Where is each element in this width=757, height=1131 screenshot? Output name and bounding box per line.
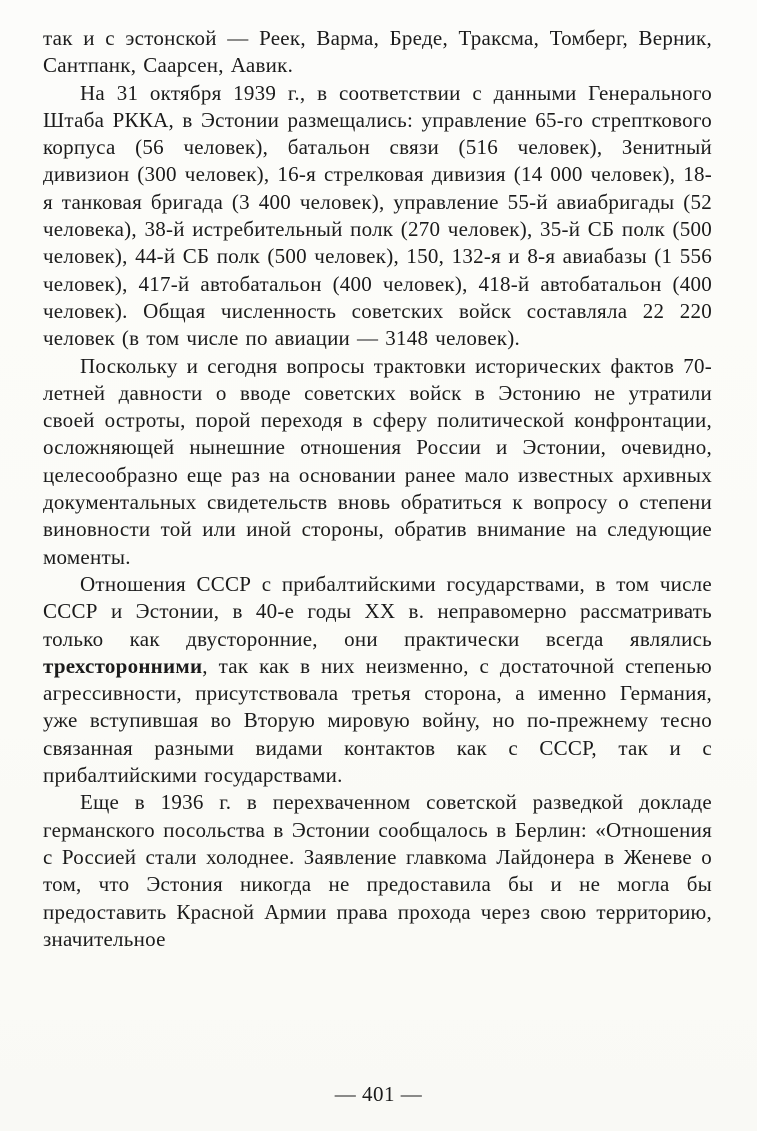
paragraph-1936-report: Еще в 1936 г. в перехваченном советской разведкой докладе германского посольства в Эстонии сообщалось в Берлин: «Отношения с Россией стали холоднее. Заявление главкома Лайдонера в Женеве о том, что Эстония никогда не предоставила бы и не могла бы предоставить Красной Армии права прохода через свою территорию, значительное (43, 790, 712, 951)
paragraph-relations-text-start: Отношения СССР с прибалтийскими государствами, в том числе СССР и Эстонии, в 40-е годы XX в. неправомерно рассматривать только как двусторонние, они практически всегда являлись (43, 571, 712, 651)
page-text-block (43, 25, 712, 953)
bold-term-trilateral: трехсторонними (43, 653, 203, 678)
paragraph-names-continuation: так и с эстонской — Реек, Варма, Бреде, Траксма, Томберг, Верник, Сантпанк, Саарсен, Аавик. (43, 26, 712, 78)
paragraph-ussr-baltic-relations (43, 571, 712, 789)
paragraph-troop-deployment: На 31 октября 1939 г., в соответствии с данными Генерального Штаба РККА, в Эстонии размещались: управление 65-го стрепткового корпуса (56 человек), батальон связи (516 человек), Зенитный дивизион (300 человек), 16-я стрелковая дивизия (14 000 человек), 18-я танковая бригада (3 400 человек), управление 55-й авиабригады (52 человека), 38-й истребительный полк (270 человек), 35-й СБ полк (500 человек), 44-й СБ полк (500 человек), 150, 132-я и 8-я авиабазы (1 556 человек), 417-й автобатальон (400 человек), 418-й автобатальон (400 человек). Общая численность советских войск составляла 22 220 человек (в том числе по авиации — 3148 человек). (43, 80, 712, 351)
paragraph-historical-questions: Поскольку и сегодня вопросы трактовки исторических фактов 70-летней давности о вводе советских войск в Эстонию не утратили своей остроты, порой переходя в сферу политической конфронтации, осложняющей нынешние отношения России и Эстонии, очевидно, целесообразно еще раз на основании ранее мало известных архивных документальных свидетельств вновь обратиться к вопросу о степени виновности той или иной стороны, обратив внимание на следующие моменты. (43, 353, 712, 569)
paragraph-relations-text-end: , так как в них неизменно, с достаточной степенью агрессивности, присутствовала третья сторона, а именно Германия, уже вступившая во Вторую мировую войну, но по-прежнему тесно связанная разными видами контактов как с СССР, так и с прибалтийскими государствами. (43, 653, 712, 788)
page-number: — 401 — (334, 1082, 423, 1106)
